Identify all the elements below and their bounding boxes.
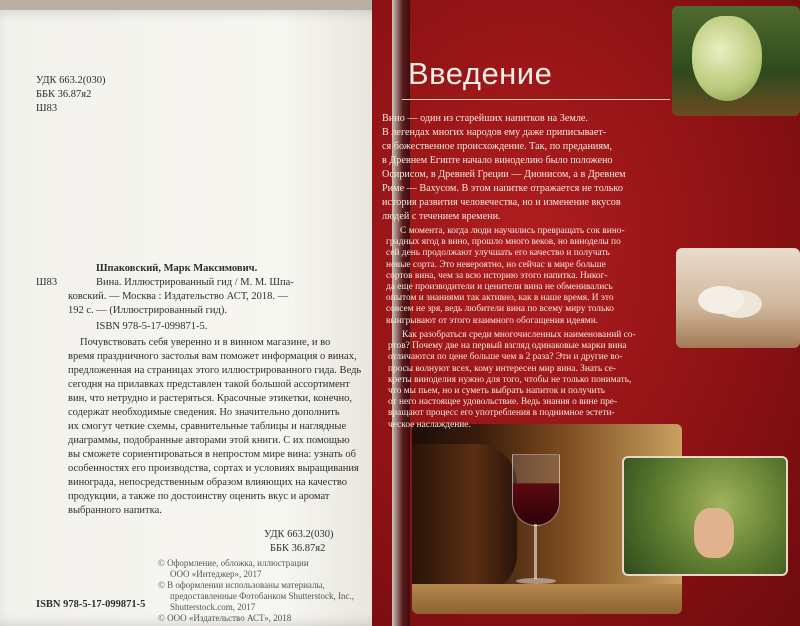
annotation-line: вы сможете сориентироваться в непростом мире вина: узнать об <box>68 449 356 460</box>
copyright-line: Shutterstock.com, 2017 <box>170 602 256 612</box>
bib-line-1: Вина. Иллюстрированный гид / М. М. Шпа- <box>96 277 294 288</box>
paragraph-line: отличаются по цене больше чем в 2 раза? Эти и другие во- <box>388 352 623 363</box>
annotation-line: особенностях его производства, сортах и условиях выращивания <box>68 463 359 474</box>
annotation-line: Почувствовать себя уверенно и в винном магазине, и во <box>80 337 331 348</box>
paragraph-line: креты виноделия нужно для того, чтобы не только понимать, <box>388 374 632 385</box>
paragraph-line: что мы пьем, но и суметь выбрать напиток и получить <box>388 386 606 396</box>
copyright-line: предоставленные Фотобанком Shutterstock, Inc., <box>170 591 354 601</box>
wine-glass-stem <box>534 524 537 579</box>
grapes-photo <box>672 6 800 116</box>
paragraph-line: выигрывают от этого взаимного обогащения идеями. <box>386 315 599 326</box>
grape-bunch <box>692 16 762 101</box>
udk-bottom: УДК 663.2(030) <box>264 529 334 540</box>
copyright-line: © Оформление, обложка, иллюстрации <box>158 558 309 568</box>
cheese-shape <box>698 286 744 314</box>
bbk-bottom: ББК 36.87я2 <box>270 543 326 554</box>
paragraph-line: Как разобраться среди многочисленных наименований со- <box>402 330 636 340</box>
copyright-line: © ООО «Издательство АСТ», 2018 <box>158 613 292 623</box>
paragraph-line: градных ягод в вино, прошло много веков, но виноделы по <box>386 237 621 248</box>
paragraph-line: вращают процесс его употребления в поднимное эстети- <box>388 408 615 419</box>
annotation-line: диаграммы, подобранные авторами этой книги. С их помощью <box>68 435 350 446</box>
paragraph-line: Вино — один из старейших напитков на Земле. <box>382 113 588 124</box>
table-surface <box>412 584 682 614</box>
annotation-line: продукции, а также по достоинству оценить вкус и аромат <box>68 491 330 502</box>
copyright-line: © В оформлении использованы материалы, <box>158 580 325 590</box>
catalog-code: Ш83 <box>36 277 58 288</box>
annotation-line: их смогут четкие схемы, сравнительные таблицы и наглядные <box>68 421 347 432</box>
paragraph-line: ртов? Почему две на первый взгляд одинаковые марки вина <box>388 341 627 352</box>
annotation-line: время праздничного застолья вам поможет информация о винах, <box>68 351 357 362</box>
paragraph-line: просы волнуют всех, кому интересен мир вина. Знать се- <box>388 363 617 374</box>
bib-line-3: 192 с. — (Иллюстрированный гид). <box>68 305 227 316</box>
bbk-top: ББК 36.87я2 <box>36 89 92 100</box>
page-title: Введение <box>408 56 553 91</box>
annotation-line: предложенная на страницах этого иллюстрированного гида. Ведь <box>68 365 362 376</box>
paragraph-line: новые сорта. Это невероятно, но сейчас в мире больше <box>386 259 606 270</box>
paragraph-line: С момента, когда люди научились превращать сок вино- <box>400 226 625 236</box>
isbn-mid: ISBN 978-5-17-099871-5. <box>96 321 208 332</box>
left-page <box>0 10 400 626</box>
paragraph-line: В легендах многих народов ему даже приписывает- <box>382 127 607 138</box>
author: Шпаковский, Марк Максимович. <box>96 263 258 274</box>
paragraph-line: ческое наслаждение. <box>388 419 471 430</box>
title-rule <box>402 99 670 100</box>
paragraph-line: да еще производители и ценители вина не обменивались <box>386 282 613 292</box>
barrel-shape <box>412 444 517 594</box>
isbn-bottom: ISBN 978-5-17-099871-5 <box>36 599 146 610</box>
paragraph-line: ся божественное происхождение. Так, по преданиям, <box>382 141 613 152</box>
annotation-line: выбранного напитка. <box>68 505 162 516</box>
paragraph-line: сортов вина, чем за всю историю этого напитка. Никог- <box>386 270 608 281</box>
wine-glass-shape <box>512 454 560 526</box>
hand-shape <box>694 508 734 558</box>
annotation-line: винограда, непосредственным образом влияющих на качество <box>68 477 347 488</box>
paragraph-line: в Древнем Египте начало виноделию было положено <box>382 155 613 166</box>
annotation-line: сегодня на прилавках представлен такой большой ассортимент <box>68 379 350 390</box>
paragraph-line: совсем не зря, ведь любители вина по всему миру только <box>386 304 614 315</box>
udk-top: УДК 663.2(030) <box>36 75 106 86</box>
vineyard-photo <box>622 456 788 576</box>
annotation-line: вин, что нетрудно и растеряться. Красочные этикетки, конечно, <box>68 393 353 404</box>
paragraph-line: история развития человечества, но и изменение вкусов <box>382 197 621 208</box>
table-photo <box>676 248 800 348</box>
annotation-line: содержат необходимые сведения. Но значительно дополнить <box>68 407 340 418</box>
copyright-line: ООО «Интеджер», 2017 <box>170 569 262 579</box>
paragraph-line: сей день продолжают улучшать его качество и получать <box>386 248 610 259</box>
paragraph-line: Риме — Вахусом. В этом напитке отражается не только <box>382 183 623 194</box>
code-top: Ш83 <box>36 103 58 114</box>
paragraph-line: от него настоящее удовольствие. Ведь знания о вине пре- <box>388 397 618 408</box>
paragraph-line: опытом и знаниями так активно, как в наше время. И это <box>386 293 614 304</box>
paragraph-line: людей с течением времени. <box>382 211 501 222</box>
paragraph-line: Осирисом, в Древней Греции — Дионисом, а в Древнем <box>382 169 626 180</box>
bib-line-2: ковский. — Москва : Издательство АСТ, 2018. — <box>68 291 289 302</box>
